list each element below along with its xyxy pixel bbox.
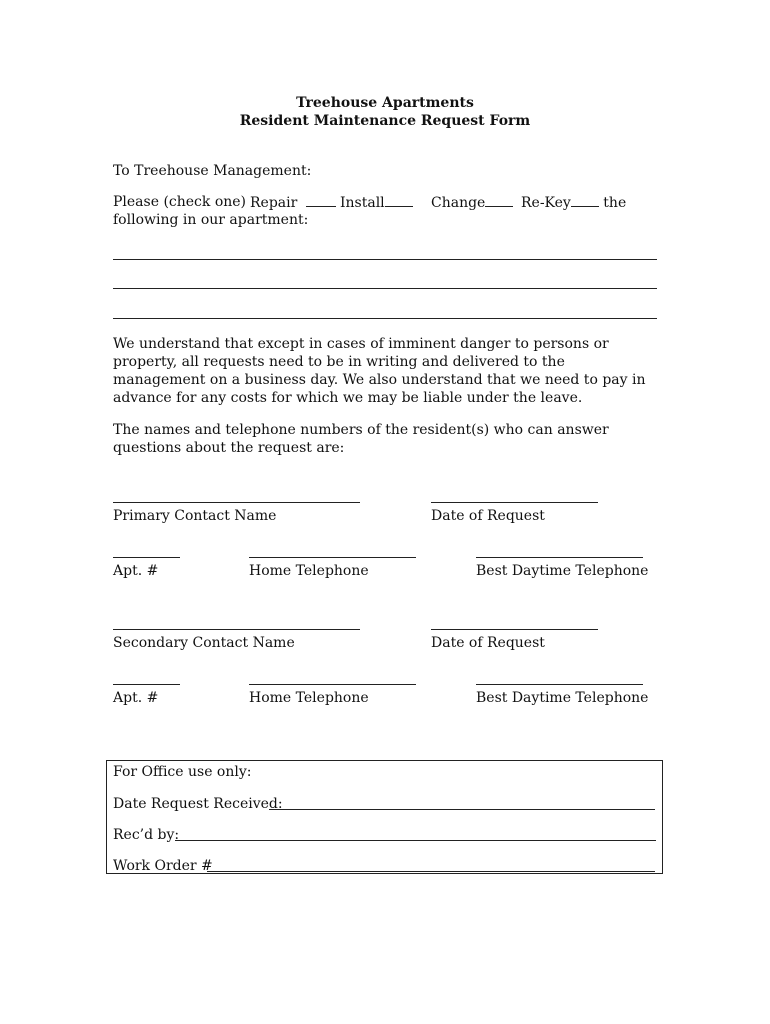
secondary-date-label: Date of Request <box>431 635 545 651</box>
primary-date-line[interactable] <box>431 502 598 503</box>
option-suffix: the <box>603 195 627 211</box>
option-rekey <box>521 193 626 212</box>
option-change-label: Change <box>431 195 486 211</box>
option-repair <box>250 193 336 212</box>
primary-home-phone-line[interactable] <box>249 557 416 558</box>
form-subtitle: Resident Maintenance Request Form <box>239 113 531 129</box>
salutation: To Treehouse Management: <box>113 163 312 179</box>
names-paragraph: The names and telephone numbers of the resident(s) who can answer questions about the request are: <box>113 422 609 456</box>
option-rekey-blank[interactable] <box>571 193 599 207</box>
primary-apt-line[interactable] <box>113 557 180 558</box>
primary-daytime-phone-label: Best Daytime Telephone <box>476 563 649 579</box>
description-line-3[interactable] <box>113 318 657 319</box>
secondary-daytime-phone-label: Best Daytime Telephone <box>476 690 649 706</box>
office-use-heading: For Office use only: <box>113 764 252 780</box>
description-line-1[interactable] <box>113 259 657 260</box>
primary-daytime-phone-line[interactable] <box>476 557 643 558</box>
work-order-line[interactable] <box>207 871 655 872</box>
option-change <box>431 193 513 212</box>
primary-home-phone-label: Home Telephone <box>249 563 369 579</box>
primary-apt-label: Apt. # <box>113 563 159 579</box>
primary-date-label: Date of Request <box>431 508 545 524</box>
secondary-apt-label: Apt. # <box>113 690 159 706</box>
recd-by-line[interactable] <box>175 840 656 841</box>
option-install <box>340 193 413 212</box>
date-received-line[interactable] <box>269 809 655 810</box>
description-line-2[interactable] <box>113 288 657 289</box>
secondary-home-phone-label: Home Telephone <box>249 690 369 706</box>
option-install-label: Install <box>340 195 385 211</box>
option-repair-label: Repair <box>250 195 298 211</box>
primary-contact-name-line[interactable] <box>113 502 360 503</box>
recd-by-label: Rec’d by: <box>113 827 180 843</box>
secondary-contact-name-line[interactable] <box>113 629 360 630</box>
secondary-date-line[interactable] <box>431 629 598 630</box>
form-title: Treehouse Apartments <box>296 95 474 111</box>
secondary-apt-line[interactable] <box>113 684 180 685</box>
option-change-blank[interactable] <box>485 193 513 207</box>
date-received-label: Date Request Received: <box>113 796 283 812</box>
primary-contact-name-label: Primary Contact Name <box>113 508 277 524</box>
option-repair-blank[interactable] <box>306 193 336 207</box>
secondary-home-phone-line[interactable] <box>249 684 416 685</box>
understanding-paragraph: We understand that except in cases of imminent danger to persons or property, all requests need to be in writing and delivered to the management on a business day. We also understand that we need to pay in advance for any costs for which we may be liable under the leave. <box>113 336 646 406</box>
check-one-label: Please (check one) <box>113 194 247 210</box>
option-install-blank[interactable] <box>385 193 413 207</box>
following-label: following in our apartment: <box>113 212 309 228</box>
option-rekey-label: Re-Key <box>521 195 571 211</box>
secondary-daytime-phone-line[interactable] <box>476 684 643 685</box>
secondary-contact-name-label: Secondary Contact Name <box>113 635 295 651</box>
work-order-label: Work Order # <box>113 858 213 874</box>
